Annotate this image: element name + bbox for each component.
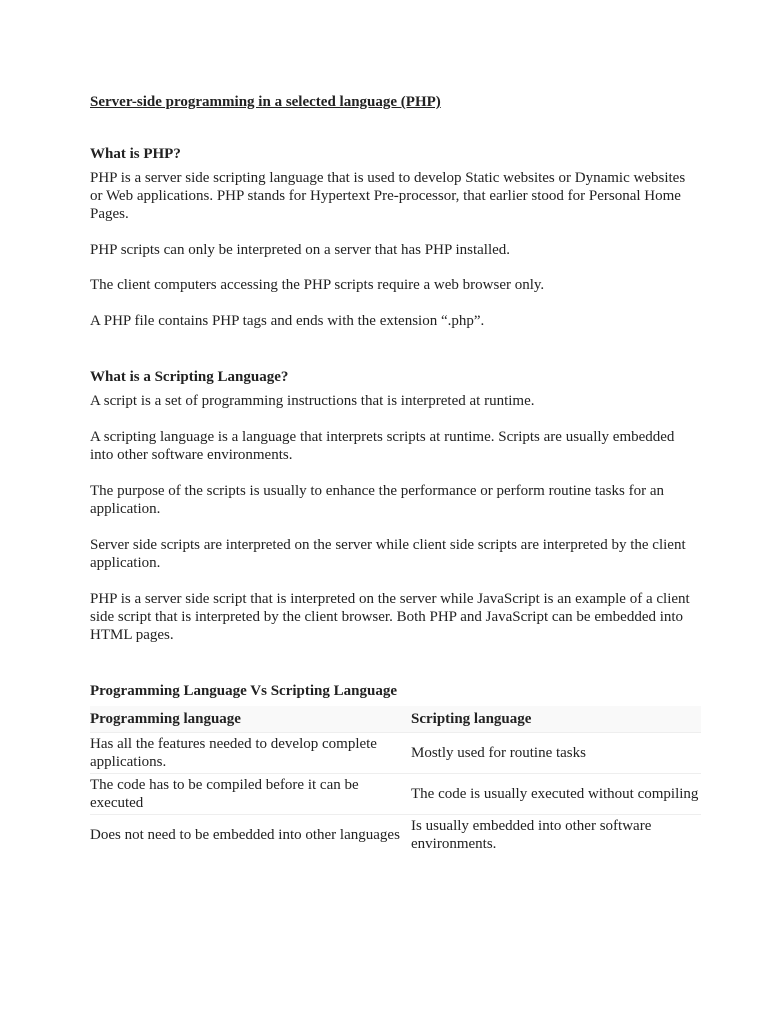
table-header-programming: Programming language	[90, 706, 411, 733]
heading-what-is-php: What is PHP?	[90, 146, 181, 162]
table-row	[90, 733, 701, 774]
table-cell: Does not need to be embedded into other languages	[90, 827, 400, 843]
paragraph-php-definition: PHP is a server side scripting language that is used to develop Static websites or Dynamic websites or Web applications. PHP stands for Hypertext Pre-processor, that earlier stood for Personal Home Pages.	[90, 170, 686, 222]
paragraph-server-client-scripts: Server side scripts are interpreted on the server while client side scripts are interpreted by the client application.	[90, 537, 686, 571]
table-header-row	[90, 706, 701, 733]
table-cell: The code is usually executed without compiling	[411, 774, 701, 815]
document-title: Server-side programming in a selected language (PHP)	[90, 94, 441, 110]
table-row	[90, 815, 701, 856]
table-row	[90, 774, 701, 815]
document-page	[90, 92, 701, 855]
paragraph-php-extension: A PHP file contains PHP tags and ends with the extension “.php”.	[90, 313, 485, 329]
heading-programming-vs-scripting: Programming Language Vs Scripting Language	[90, 683, 397, 699]
comparison-table	[90, 706, 701, 855]
paragraph-scripting-language: A scripting language is a language that interprets scripts at runtime. Scripts are usually embedded into other software environments.	[90, 429, 675, 463]
table-cell: Mostly used for routine tasks	[411, 733, 701, 774]
table-cell: Is usually embedded into other software environments.	[411, 818, 652, 852]
table-cell: The code has to be compiled before it can be executed	[90, 774, 411, 815]
paragraph-script-definition: A script is a set of programming instructions that is interpreted at runtime.	[90, 393, 535, 409]
heading-what-is-scripting-language: What is a Scripting Language?	[90, 369, 289, 385]
table-cell: Has all the features needed to develop complete applications.	[90, 733, 411, 774]
table-header-scripting: Scripting language	[411, 706, 701, 733]
paragraph-php-client: The client computers accessing the PHP scripts require a web browser only.	[90, 277, 545, 293]
paragraph-script-purpose: The purpose of the scripts is usually to enhance the performance or perform routine tasks for an application.	[90, 483, 664, 517]
paragraph-php-javascript: PHP is a server side script that is interpreted on the server while JavaScript is an example of a client side script that is interpreted by the client browser. Both PHP and JavaScript can be embedded into HTML pages.	[90, 591, 690, 643]
paragraph-php-server: PHP scripts can only be interpreted on a server that has PHP installed.	[90, 242, 511, 258]
